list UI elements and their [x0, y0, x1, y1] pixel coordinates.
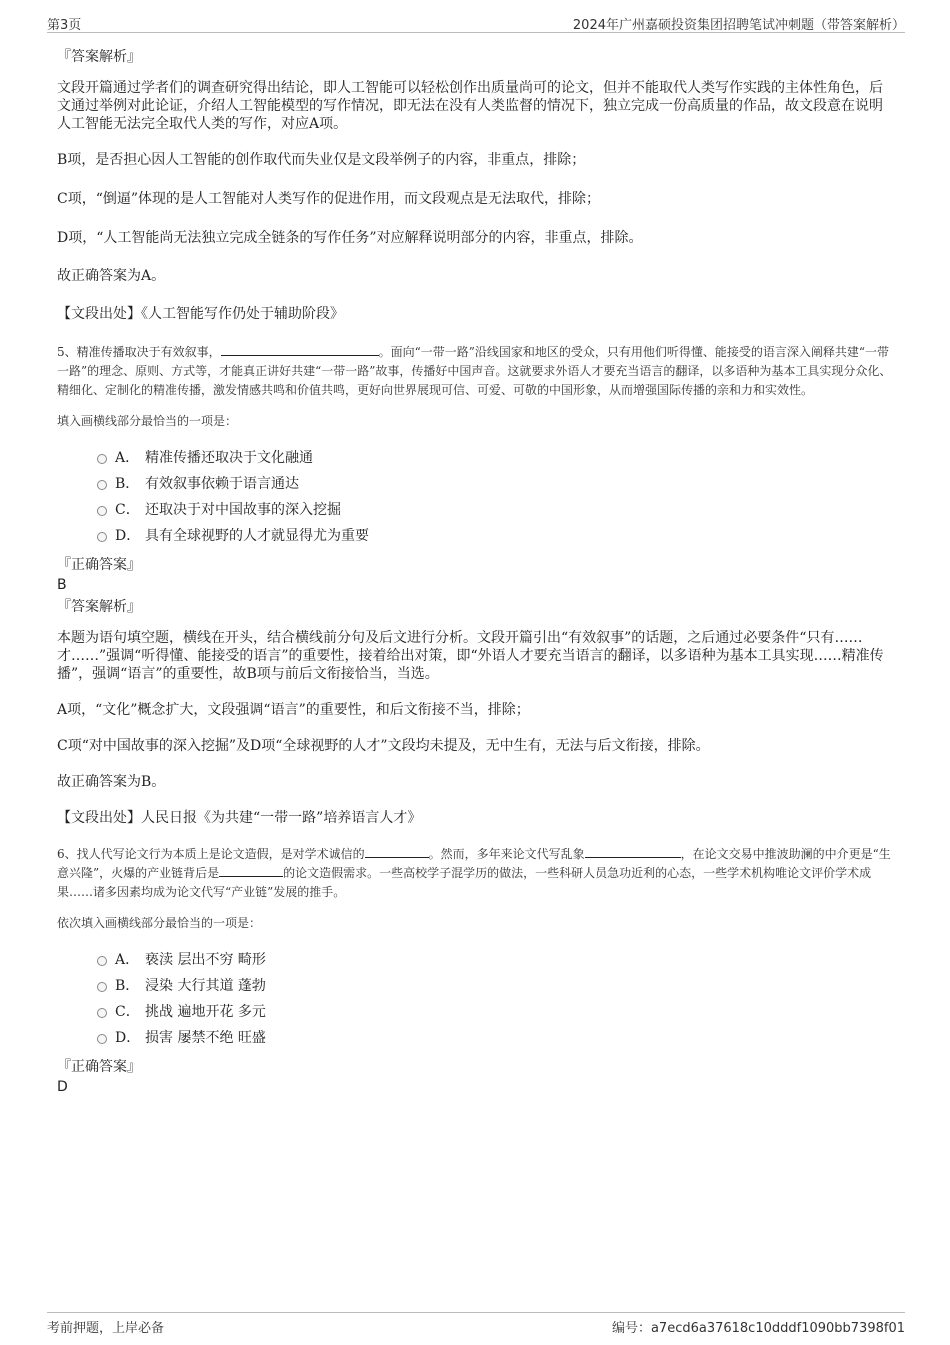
- fill-blank: [219, 864, 283, 877]
- fill-blank: [585, 845, 681, 858]
- page-footer: [47, 1312, 905, 1337]
- question-6-stem-part: ，在论文交易中推波助澜的中介更是“生意兴隆”，火爆的产业链背后是: [57, 847, 891, 880]
- radio-icon[interactable]: [97, 454, 107, 464]
- analysis-paragraph: 本题为语句填空题，横线在开头，结合横线前分句及后文进行分析。文段开篇引出“有效叙事”的话题，之后通过必要条件“只有……才……”强调“听得懂、能接受的语言”的重要性，接着给出对策，即“外语人才要充当语言的翻译，以多语种为基本工具实现……精准传播”，强调“语言”的重要性，故B项与前后文衔接恰当，当选。: [57, 630, 884, 682]
- question-6-stem-part: 的论文造假需求。一些高校学子混学历的做法，一些科研人员急功近利的心态，一些学术机构唯论文评价学术成果……诸多因素均成为论文代写“产业链”发展的推手。: [57, 866, 872, 899]
- option-c[interactable]: C． 挑战 遍地开花 多元: [57, 999, 893, 1025]
- radio-icon[interactable]: [97, 982, 107, 992]
- option-a[interactable]: A． 亵渎 层出不穷 畸形: [57, 947, 893, 973]
- correct-answer: B: [57, 577, 67, 593]
- radio-icon[interactable]: [97, 506, 107, 516]
- source-citation: 【文段出处】人民日报《为共建“一带一路”培养语言人才》: [57, 810, 422, 826]
- analysis-paragraph: 文段开篇通过学者们的调查研究得出结论，即人工智能可以轻松创作出质量尚可的论文，但并不能取代人类写作实践的主体性角色，后文通过举例对此论证，介绍人工智能模型的写作情况，即无法在没有人类监督的情况下，独立完成一份高质量的作品，故文段意在说明人工智能无法完全取代人类的写作，对应A项。: [57, 80, 883, 132]
- analysis-option-b: B项，是否担心因人工智能的创作取代而失业仅是文段举例子的内容，非重点，排除；: [57, 152, 586, 168]
- radio-icon[interactable]: [97, 956, 107, 966]
- option-b[interactable]: B． 有效叙事依赖于语言通达: [57, 471, 893, 497]
- radio-icon[interactable]: [97, 532, 107, 542]
- footer-slogan: 考前押题，上岸必备: [47, 1321, 165, 1336]
- analysis-conclusion: 故正确答案为B。: [57, 774, 166, 790]
- question-6-stem-part: 6、找人代写论文行为本质上是论文造假，是对学术诚信的: [57, 847, 365, 861]
- analysis-option-c: C项，“倒逼”体现的是人工智能对人类写作的促进作用，而文段观点是无法取代，排除；: [57, 191, 601, 207]
- option-a[interactable]: A． 精准传播还取决于文化融通: [57, 445, 893, 471]
- fill-blank: [365, 845, 429, 858]
- question-5-stem-start: 5、精准传播取决于有效叙事，: [57, 345, 221, 359]
- analysis-conclusion: 故正确答案为A。: [57, 268, 166, 284]
- question-5-options: [57, 445, 893, 549]
- option-c[interactable]: C． 还取决于对中国故事的深入挖掘: [57, 497, 893, 523]
- correct-answer: D: [57, 1079, 68, 1095]
- question-5-stem: [57, 343, 893, 400]
- page-content: [57, 44, 893, 1096]
- question-5-prompt: 填入画横线部分最恰当的一项是：: [57, 414, 238, 428]
- question-6-options: [57, 947, 893, 1051]
- analysis-tag: 『答案解析』: [57, 599, 141, 615]
- source-citation: 【文段出处】《人工智能写作仍处于辅助阶段》: [57, 306, 344, 322]
- radio-icon[interactable]: [97, 1008, 107, 1018]
- radio-icon[interactable]: [97, 480, 107, 490]
- question-6-stem: [57, 845, 893, 902]
- question-6-stem-part: 。然而，多年来论文代写乱象: [428, 847, 585, 861]
- question-5-stem-rest: 。面向“一带一路”沿线国家和地区的受众，只有用他们听得懂、能接受的语言深入阐释共建“一带一路”的理念、原则、方式等，才能真正讲好共建“一带一路”故事，传播好中国声音。这就要求外语人才要充当语言的翻译，以多语种为基本工具实现分众化、精细化、定制化的精准传播，激发情感共鸣和价值共鸣，更好向世界展现可信、可爱、可敬的中国形象，从而增强国际传播的亲和力和实效性。: [57, 345, 892, 397]
- option-b[interactable]: B． 浸染 大行其道 蓬勃: [57, 973, 893, 999]
- analysis-option-a: A项，“文化”概念扩大，文段强调“语言”的重要性，和后文衔接不当，排除；: [57, 702, 530, 718]
- correct-answer-tag: 『正确答案』: [57, 557, 141, 573]
- question-6-prompt: 依次填入画横线部分最恰当的一项是：: [57, 916, 262, 930]
- option-d[interactable]: D． 损害 屡禁不绝 旺盛: [57, 1025, 893, 1051]
- analysis-option-d: D项，“人工智能尚无法独立完成全链条的写作任务”对应解释说明部分的内容，非重点，排除。: [57, 230, 643, 246]
- radio-icon[interactable]: [97, 1034, 107, 1044]
- analysis-option-cd: C项“对中国故事的深入挖掘”及D项“全球视野的人才”文段均未提及，无中生有，无法与后文衔接，排除。: [57, 738, 710, 754]
- document-id: 编号：a7ecd6a37618c10dddf1090bb7398f01: [611, 1321, 905, 1336]
- fill-blank: [221, 343, 379, 356]
- page-number: 第3页: [47, 18, 82, 33]
- analysis-tag: 『答案解析』: [57, 49, 141, 65]
- document-title: 2024年广州嘉硕投资集团招聘笔试冲刺题（带答案解析）: [572, 18, 905, 33]
- correct-answer-tag: 『正确答案』: [57, 1059, 141, 1075]
- option-d[interactable]: D． 具有全球视野的人才就显得尤为重要: [57, 523, 893, 549]
- page-header: [47, 10, 905, 33]
